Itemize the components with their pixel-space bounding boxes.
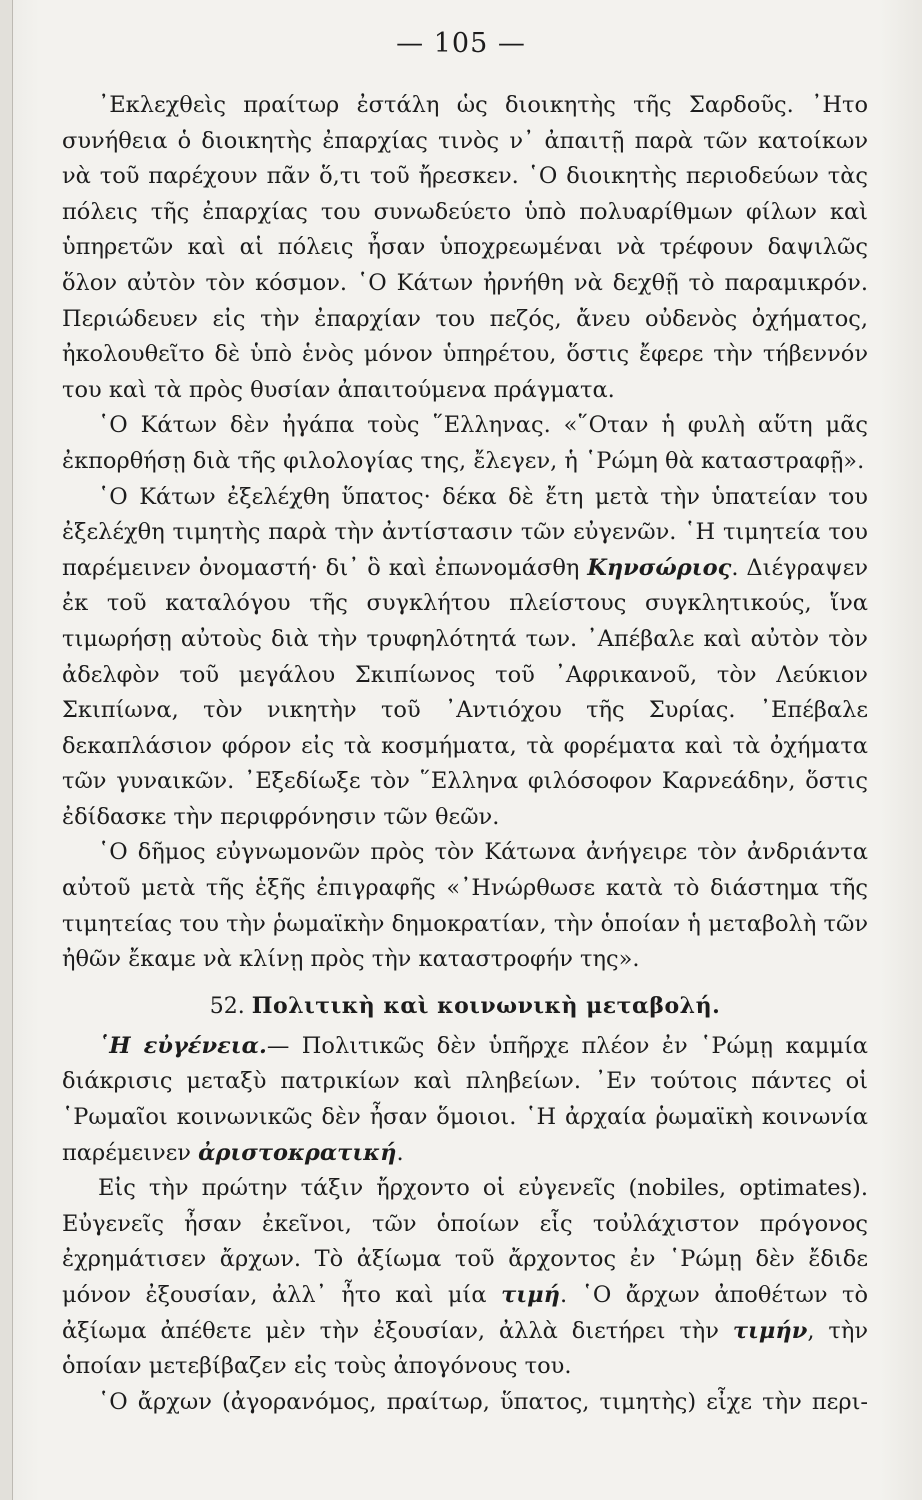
page-body <box>62 88 868 1420</box>
nobility-text: — Πολιτικῶς δὲν ὑπῆρχε πλέον ἐν ῾Ρώμῃ καμμία διάκρισις μεταξὺ πατρικίων καὶ πληβείων. ᾿Εν τούτοις πάντες οἱ ῾Ρωμαῖοι κοινωνικῶς δὲν ἦσαν ὅμοιοι. ῾Η ἀρχαία ῥωμαϊκὴ κοινωνία παρέμεινεν <box>62 1032 868 1166</box>
paragraph-nobiles <box>62 1171 868 1385</box>
section-number: 52. <box>209 993 245 1019</box>
censor-text-a: ῾Ο Κάτων ἐξελέχθη ὕπατος· δέκα δὲ ἔτη μετὰ τὴν ὑπατείαν του ἐξελέχθη τιμητὴς παρὰ τὴν ἀντίστασιν τῶν εὐγενῶν. ῾Η τιμητεία του παρέμεινεν ὀνομαστή· δι᾿ ὃ καὶ ἐπωνομάσθη <box>62 483 868 581</box>
nobility-end: . <box>396 1139 404 1166</box>
nobiles-emphasis-honor-acc: τιμήν <box>732 1317 808 1344</box>
paragraph-nobility <box>62 1029 868 1171</box>
nobility-emphasis: ἀριστοκρατική <box>198 1139 397 1166</box>
paragraph-magistrate: ῾Ο ἄρχων (ἀγορανόμος, πραίτωρ, ὕπατος, τιμητὴς) εἶχε τὴν περι- <box>98 1388 868 1415</box>
nobility-lead: ῾Η εὐγένεια. <box>98 1032 267 1059</box>
section-title: Πολιτικὴ καὶ κοινωνικὴ μεταβολή. <box>251 992 721 1019</box>
nobiles-emphasis-honor: τιμή <box>501 1282 560 1308</box>
paragraph-censor <box>62 480 868 836</box>
section-heading <box>62 990 868 1023</box>
paragraph-greeks: ῾Ο Κάτων δὲν ἠγάπα τοὺς ῞Ελληνας. «῞Οταν ἡ φυλὴ αὕτη μᾶς ἐκπορθήσῃ διὰ τῆς φιλολογίας της, ἔλεγεν, ἡ ῾Ρώμη θὰ καταστραφῇ». <box>62 412 868 474</box>
nobiles-text-c: , τὴν ὁποίαν μετεβίβαζεν εἰς τοὺς ἀπογόνους του. <box>62 1317 868 1380</box>
paragraph-statue: ῾Ο δῆμος εὐγνωμονῶν πρὸς τὸν Κάτωνα ἀνήγειρε τὸν ἀνδριάντα αὐτοῦ μετὰ τῆς ἑξῆς ἐπιγραφῆς «᾿Ηνώρθωσε κατὰ τὸ διάστημα τῆς τιμητείας του τὴν ῥωμαϊκὴν δημοκρατίαν, τὴν ὁποίαν ἡ μεταβολὴ τῶν ἠθῶν ἔκαμε νὰ κλίνῃ πρὸς τὴν καταστροφήν της». <box>62 839 868 973</box>
page-binding-edge <box>0 0 13 1500</box>
paragraph-governor: ᾿Εκλεχθεὶς πραίτωρ ἐστάλη ὡς διοικητὴς τῆς Σαρδοῦς. ᾿Ητο συνήθεια ὁ διοικητὴς ἐπαρχίας τινὸς ν᾿ ἀπαιτῇ παρὰ τῶν κατοίκων νὰ τοῦ παρέχουν πᾶν ὅ,τι τοῦ ἤρεσκεν. ῾Ο διοικητὴς περιοδεύων τὰς πόλεις τῆς ἐπαρχίας του συνωδεύετο ὑπὸ πολυαρίθμων φίλων καὶ ὑπηρετῶν καὶ αἱ πόλεις ἦσαν ὑποχρεωμέναι νὰ τρέφουν δαψιλῶς ὅλον αὐτὸν τὸν κόσμον. ῾Ο Κάτων ἠρνήθη νὰ δεχθῇ τὸ παραμικρόν. Περιώδευεν εἰς τὴν ἐπαρχίαν του πεζός, ἄνευ οὐδενὸς ὀχήματος, ἠκολουθεῖτο δὲ ὑπὸ ἑνὸς μόνον ὑπηρέτου, ὅστις ἔφερε τὴν τήβεννόν του καὶ τὰ πρὸς θυσίαν ἀπαιτούμενα πράγματα. <box>62 92 868 403</box>
nobiles-text-a: Εἰς τὴν πρώτην τάξιν ἤρχοντο οἱ εὐγενεῖς (nobiles, optimates). Εὐγενεῖς ἦσαν ἐκεῖνοι, τῶν ὁποίων εἷς τοὐλάχιστον πρόγονος ἐχρημάτισεν ἄρχων. Τὸ ἀξίωμα τοῦ ἄρχοντος ἐν ῾Ρώμῃ δὲν ἔδιδε μόνον ἐξουσίαν, ἀλλ᾿ ἦτο καὶ μία <box>62 1175 868 1308</box>
censor-text-b: . Διέγραψεν ἐκ τοῦ καταλόγου τῆς συγκλήτου πλείστους συγκλητικούς, ἵνα τιμωρήσῃ αὐτοὺς διὰ τὴν τρυφηλότητά των. ᾿Απέβαλε καὶ αὐτὸν τὸν ἀδελφὸν τοῦ μεγάλου Σκιπίωνος τοῦ ᾿Αφρικανοῦ, τὸν Λεύκιον Σκιπίωνα, τὸν νικητὴν τοῦ ᾿Αντιόχου τῆς Συρίας. ᾿Επέβαλε δεκαπλάσιον φόρον εἰς τὰ κοσμήματα, τὰ φορέματα καὶ τὰ ὀχήματα τῶν γυναικῶν. ᾿Εξεδίωξε τὸν ῞Ελληνα φιλόσοφον Καρνεάδην, ὅστις ἐδίδασκε τὴν περιφρόνησιν τῶν θεῶν. <box>62 554 868 830</box>
nobiles-text-b: . ῾Ο ἄρχων ἀποθέτων τὸ ἀξίωμα ἀπέθετε μὲν τὴν ἐξουσίαν, ἀλλὰ διετήρει τὴν <box>62 1282 869 1344</box>
page-number: — 105 — <box>396 28 526 59</box>
censor-epithet: Κηνσώριος <box>587 554 732 581</box>
